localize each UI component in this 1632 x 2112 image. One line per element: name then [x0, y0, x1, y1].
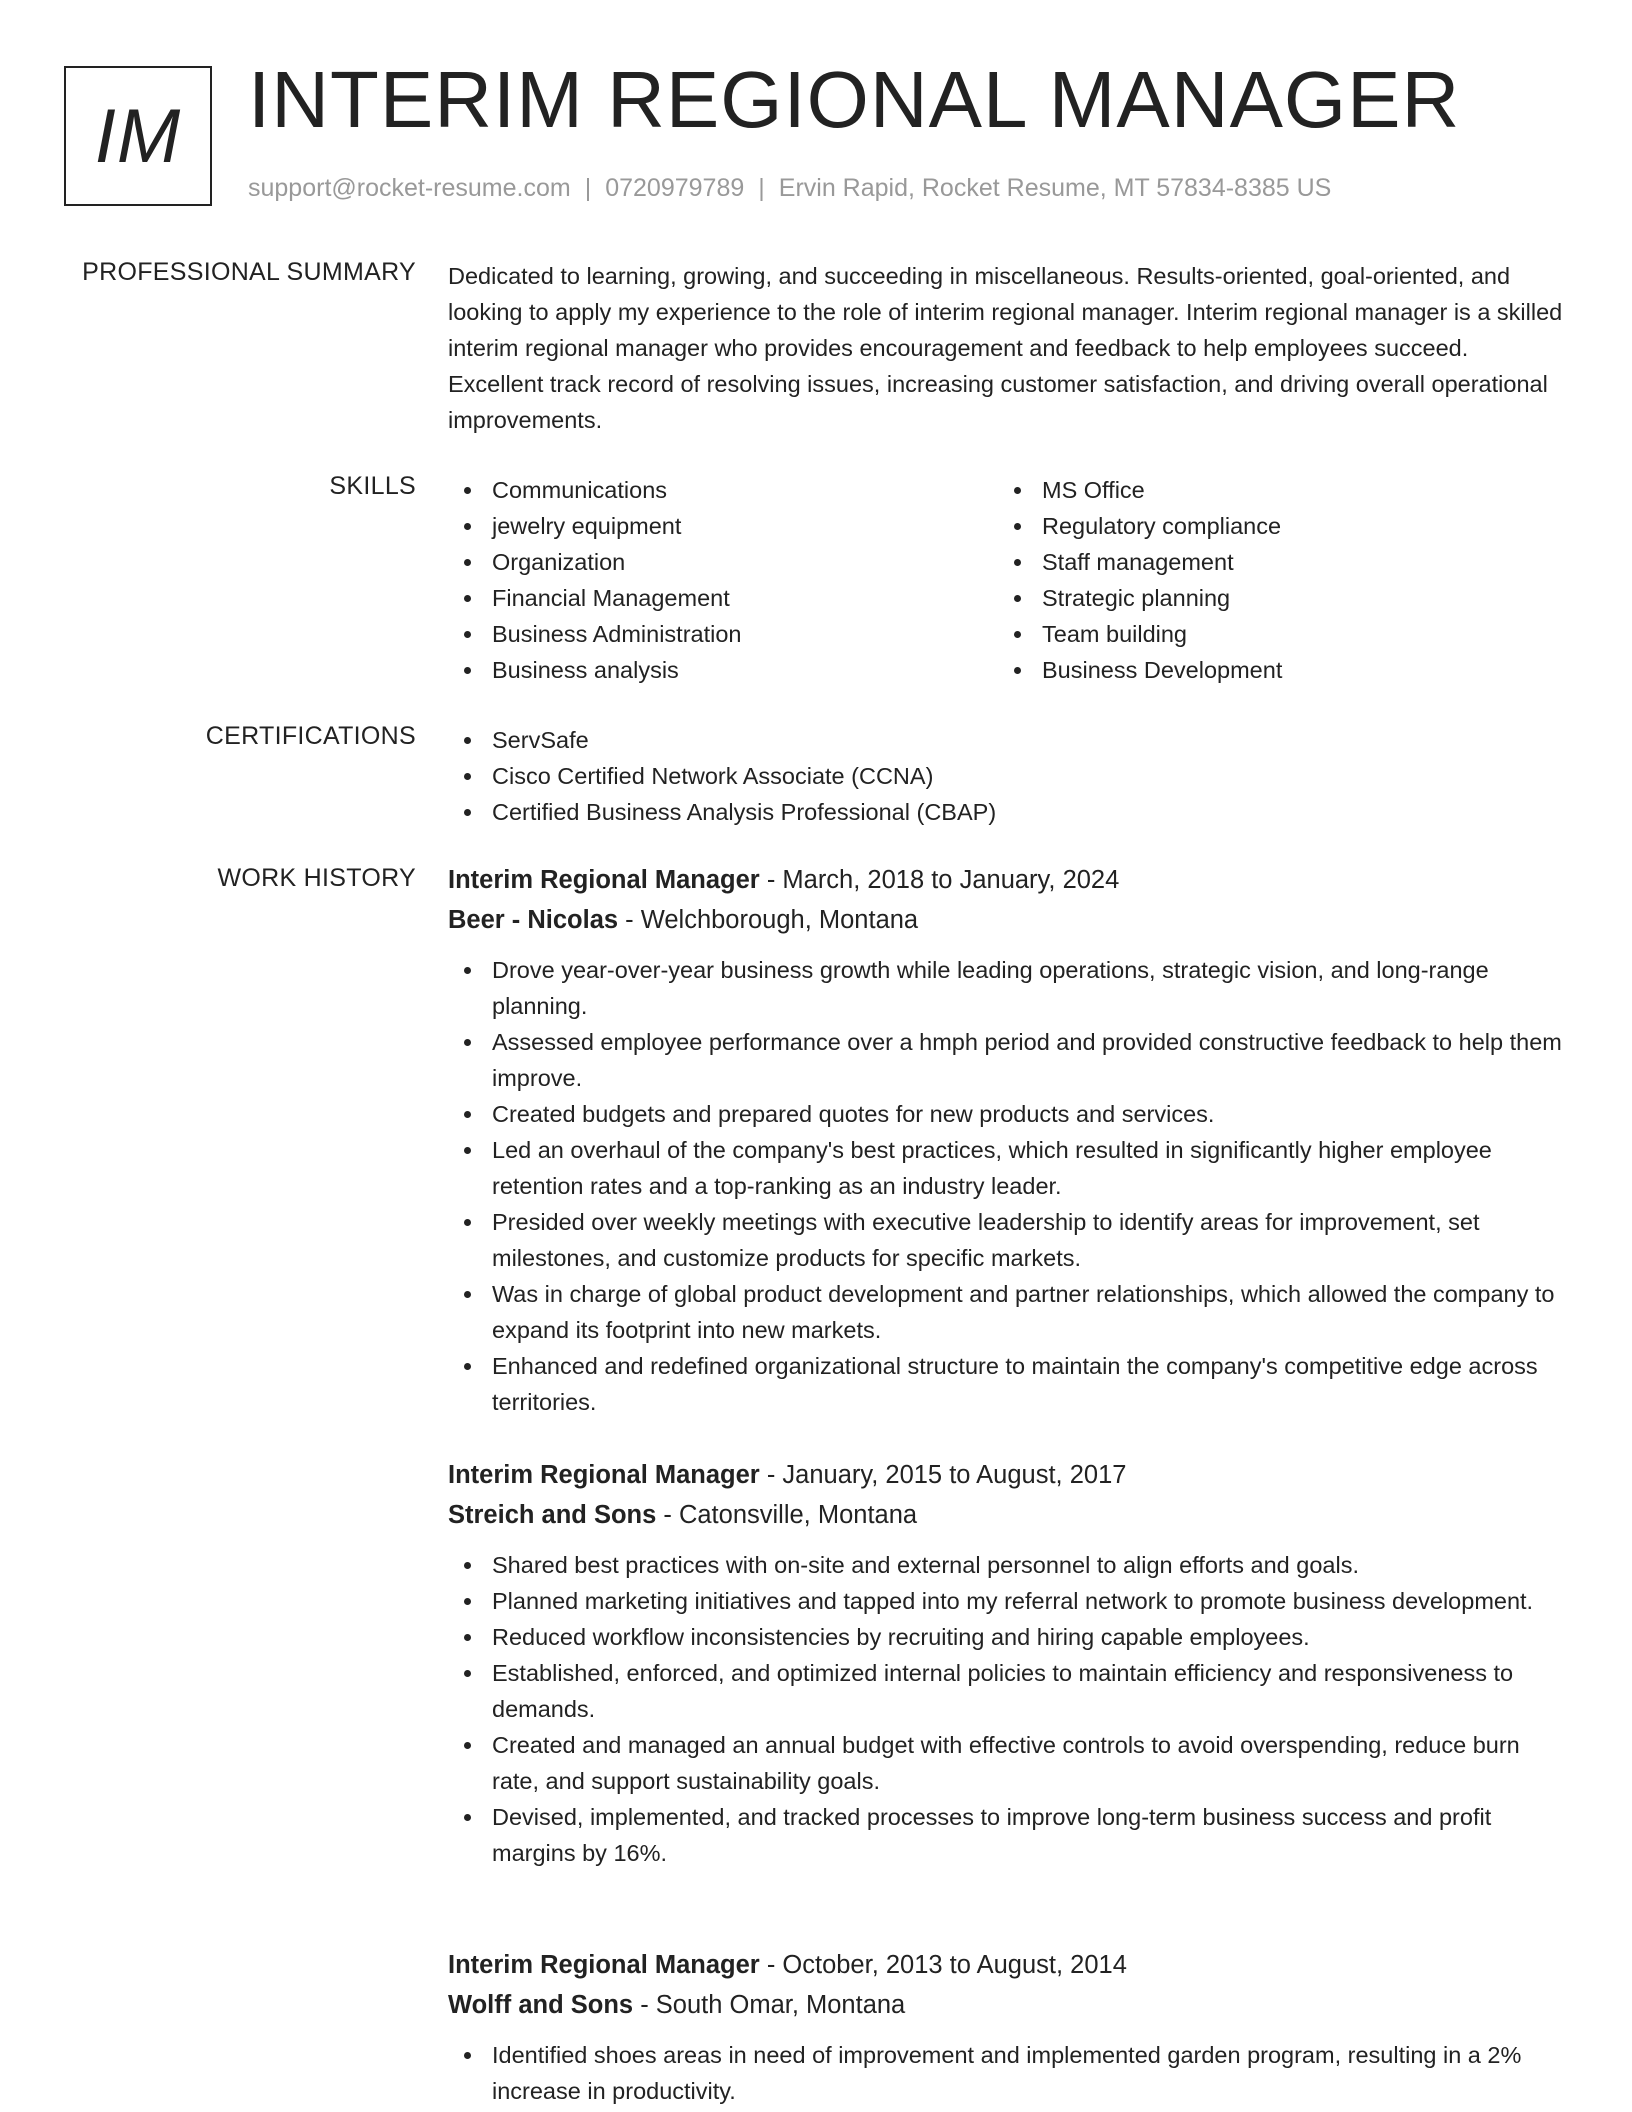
job-location: - South Omar, Montana — [633, 1991, 906, 2019]
job-company: Beer - Nicolas — [448, 906, 619, 934]
contact-separator: | — [584, 174, 592, 202]
job-company-line — [448, 1495, 1566, 1535]
job-entry — [448, 1455, 1566, 1871]
job-dates: - March, 2018 to January, 2024 — [759, 866, 1120, 894]
job-bullet: Enhanced and redefined organizational structure to maintain the company's competitive edge across territories. — [492, 1348, 1566, 1420]
job-bullet: Identified shoes areas in need of improvement and implemented garden program, resulting in a 2% increase in productivity. — [492, 2037, 1566, 2109]
skills-list-right — [998, 472, 1592, 688]
job-bullet: Presided over weekly meetings with executive leadership to identify areas for improvement, set milestones, and customize products for specific markets. — [492, 1204, 1566, 1276]
skill-item: Business Development — [1042, 652, 1592, 688]
skill-item: Organization — [492, 544, 1042, 580]
job-company: Wolff and Sons — [448, 1991, 634, 2019]
job-bullet: Reduced workflow inconsistencies by recruiting and hiring capable employees. — [492, 1619, 1566, 1655]
skill-item: Regulatory compliance — [1042, 508, 1592, 544]
job-title: Interim Regional Manager — [448, 1461, 760, 1489]
job-title: Interim Regional Manager — [448, 1951, 760, 1979]
contact-email[interactable]: support@rocket-resume.com — [248, 174, 571, 202]
skill-item: Strategic planning — [1042, 580, 1592, 616]
section-heading: SKILLS — [329, 472, 416, 500]
job-bullet: Assessed employee performance over a hmph period and provided constructive feedback to help them improve. — [492, 1024, 1566, 1096]
skill-item: Staff management — [1042, 544, 1592, 580]
contact-phone[interactable]: 0720979789 — [605, 174, 745, 202]
skill-item: Business analysis — [492, 652, 1042, 688]
certification-item: Certified Business Analysis Professional (CBAP) — [492, 794, 1566, 830]
skills-body — [448, 472, 1566, 692]
job-bullet: Was in charge of global product development and partner relationships, which allowed the company to expand its footprint into new markets. — [492, 1276, 1566, 1348]
job-bullet: Created and managed an annual budget with effective controls to avoid overspending, reduce burn rate, and support sustainability goals. — [492, 1727, 1566, 1799]
job-title-line — [448, 1945, 1566, 1985]
job-bullet: Shared best practices with on-site and external personnel to align efforts and goals. — [492, 1547, 1566, 1583]
job-dates: - October, 2013 to August, 2014 — [759, 1951, 1127, 1979]
job-company-line — [448, 1985, 1566, 2025]
job-entry — [448, 860, 1566, 1420]
skill-item: Financial Management — [492, 580, 1042, 616]
skill-item: Team building — [1042, 616, 1592, 652]
contact-separator: | — [758, 174, 765, 202]
certifications-list — [448, 722, 1566, 830]
job-bullets — [448, 1547, 1566, 1871]
monogram-initials: IM — [94, 93, 182, 179]
certification-item: ServSafe — [492, 722, 1566, 758]
contact-address: Ervin Rapid, Rocket Resume, MT 57834-8385 US — [778, 174, 1332, 202]
skills-list-left — [448, 472, 1042, 688]
job-bullet: Drove year-over-year business growth while leading operations, strategic vision, and long-range planning. — [492, 952, 1566, 1024]
job-bullet: Established, enforced, and optimized internal policies to maintain efficiency and responsiveness to demands. — [492, 1655, 1566, 1727]
section-heading: WORK HISTORY — [217, 864, 416, 892]
job-bullet: Led an overhaul of the company's best practices, which resulted in significantly higher employee retention rates and a top-ranking as an industry leader. — [492, 1132, 1566, 1204]
job-title: Interim Regional Manager — [448, 866, 760, 894]
skill-item: jewelry equipment — [492, 508, 1042, 544]
job-company: Streich and Sons — [448, 1501, 657, 1529]
job-bullets — [448, 2037, 1566, 2109]
contact-line — [248, 174, 1331, 203]
job-bullet: Devised, implemented, and tracked processes to improve long-term business success and profit margins by 16%. — [492, 1799, 1566, 1871]
monogram-logo — [64, 66, 212, 206]
skill-item: Business Administration — [492, 616, 1042, 652]
job-location: - Welchborough, Montana — [618, 906, 919, 934]
section-heading: CERTIFICATIONS — [205, 722, 416, 750]
job-dates: - January, 2015 to August, 2017 — [759, 1461, 1127, 1489]
resume-title: INTERIM REGIONAL MANAGER — [248, 55, 1461, 144]
certification-item: Cisco Certified Network Associate (CCNA) — [492, 758, 1566, 794]
skill-item: Communications — [492, 472, 1042, 508]
job-bullet: Created budgets and prepared quotes for new products and services. — [492, 1096, 1566, 1132]
job-bullets — [448, 952, 1566, 1420]
section-heading: PROFESSIONAL SUMMARY — [82, 258, 416, 286]
summary-text: Dedicated to learning, growing, and succeeding in miscellaneous. Results-oriented, goal-oriented, and looking to apply my experience to the role of interim regional manager. Interim regional manager is a skilled interim regional manager who provides encouragement and feedback to help employees succeed. Excellent track record of resolving issues, increasing customer satisfaction, and driving overall operational improvements. — [448, 263, 1563, 433]
job-bullet: Planned marketing initiatives and tapped into my referral network to promote business development. — [492, 1583, 1566, 1619]
certifications-body — [448, 722, 1566, 830]
skill-item: MS Office — [1042, 472, 1592, 508]
job-entry — [448, 1945, 1566, 2109]
job-title-line — [448, 860, 1566, 900]
job-location: - Catonsville, Montana — [656, 1501, 918, 1529]
summary-body — [448, 258, 1566, 438]
job-title-line — [448, 1455, 1566, 1495]
job-company-line — [448, 900, 1566, 940]
